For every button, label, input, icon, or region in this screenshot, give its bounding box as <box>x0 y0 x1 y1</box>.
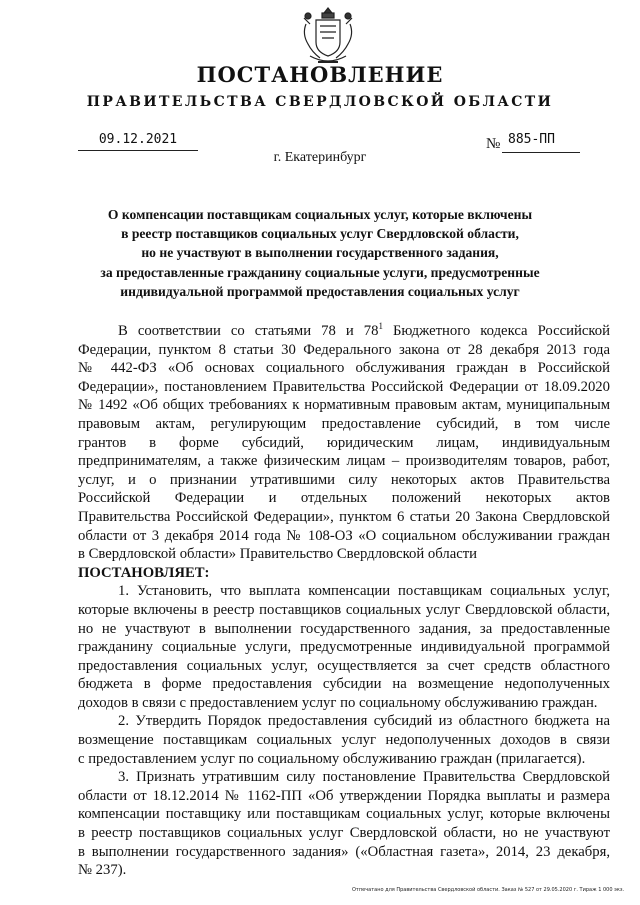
heading-line: в реестр поставщиков социальных услуг Свердловской области, <box>121 226 519 242</box>
preamble-text: В соответствии со статьями 78 и 78 <box>118 323 379 339</box>
article-superscript: 1 <box>378 322 383 332</box>
item-1-line: доходов в связи с предоставлением услуг по социальному обслуживанию граждан. <box>78 694 598 711</box>
decree-number: 885-ПП <box>508 132 555 147</box>
item-3-line: 3. Признать утратившим силу постановление Правительства Свердловской <box>118 769 610 786</box>
number-sign: № <box>486 136 501 152</box>
heading-line: О компенсации поставщикам социальных услуг, которые включены <box>107 207 533 222</box>
item-2-line: с предоставлением услуг по социальному обслуживанию граждан (прилагается). <box>78 750 586 767</box>
preamble-line: Федерации», постановлением Правительства Российской Федерации от 18.09.2020 <box>78 378 610 395</box>
item-1-line: предоставления социальных услуг, осуществляется за счет средств областного <box>78 657 610 674</box>
decree-body <box>78 322 610 880</box>
preamble-line: № 442-ФЗ «Об основах социального обслуживания граждан в Российской <box>78 360 610 377</box>
heading-line: но не участвуют в выполнении государственного задания, <box>141 245 499 261</box>
item-1-line: гражданину социальные услуги, предусмотренные индивидуальной программой <box>78 639 610 656</box>
print-footer: Отпечатано для Правительства Свердловской области. Заказ № 527 от 29.05.2020 г. Тираж 1 000 экз. <box>352 887 625 893</box>
preamble-line: области от 3 декабря 2014 года № 108-ОЗ «О социальном обслуживании граждан <box>78 527 610 544</box>
item-3-line: области от 18.12.2014 № 1162-ПП «Об утверждении Порядка выплаты и размера <box>78 787 610 804</box>
decree-date: 09.12.2021 <box>98 132 178 147</box>
preamble-line: правовым актам, регулирующим предоставление субсидий, в том числе <box>78 415 610 432</box>
item-1-line: но не участвуют в выполнении государственного задания, за предоставленные <box>78 620 610 637</box>
preamble-line: услуг, и о признании утратившими силу некоторых актов Правительства <box>78 471 610 488</box>
item-1-line: бюджета в форме предоставления субсидии на возмещение недополученных <box>78 676 610 693</box>
item-1-line: которые включены в реестр поставщиков социальных услуг Свердловской области, <box>78 601 610 618</box>
item-1-line: 1. Установить, что выплата компенсации поставщикам социальных услуг, <box>118 583 610 600</box>
preamble-line: Федерации, пунктом 8 статьи 30 Федерального закона от 28 декабря 2013 года <box>78 341 610 358</box>
preamble-line: предпринимателям, а также физическим лицам – производителям товаров, работ, <box>78 453 610 470</box>
preamble-line: Российской Федерации и отдельных положений некоторых актов <box>78 490 610 507</box>
preamble-line: № 1492 «Об общих требованиях к нормативным правовым актам, муниципальным <box>78 397 610 414</box>
preamble-line: в Свердловской области» Правительство Свердловской области <box>78 546 478 563</box>
item-3-line: в реестр поставщиков социальных услуг Свердловской области, но не участвуют <box>78 825 610 842</box>
preamble-first-line <box>78 322 610 341</box>
coat-of-arms-emblem <box>300 4 356 66</box>
preamble-line: Правительства Российской Федерации», пунктом 6 статьи 20 Закона Свердловской <box>78 508 610 525</box>
document-type-title: ПОСТАНОВЛЕНИЕ <box>196 62 444 87</box>
item-3-line: компенсации поставщику или поставщикам социальных услуг, которые включены <box>78 806 610 823</box>
city-label: г. Екатеринбург <box>273 150 367 165</box>
item-2-line: возмещение поставщикам социальных услуг недополученных доходов в связи <box>78 732 610 749</box>
heading-line: индивидуальной программой предоставления социальных услуг <box>120 283 520 299</box>
decree-word: ПОСТАНОВЛЯЕТ: <box>78 564 210 581</box>
preamble-text: Бюджетного кодекса Российской <box>382 323 610 339</box>
item-3-line: в выполнении государственного задания» («Областная газета», 2014, 23 декабря, <box>78 843 610 860</box>
item-3-line: № 237). <box>78 862 127 879</box>
decree-heading <box>80 205 560 301</box>
heading-line: за предоставленные гражданину социальные услуги, предусмотренные <box>100 264 540 280</box>
item-2-line: 2. Утвердить Порядок предоставления субсидий из областного бюджета на <box>118 713 610 730</box>
issuer-title: ПРАВИТЕЛЬСТВА СВЕРДЛОВСКОЙ ОБЛАСТИ <box>86 94 554 110</box>
preamble-line: грантов в форме субсидий, юридическим лицам, индивидуальным <box>78 434 610 451</box>
